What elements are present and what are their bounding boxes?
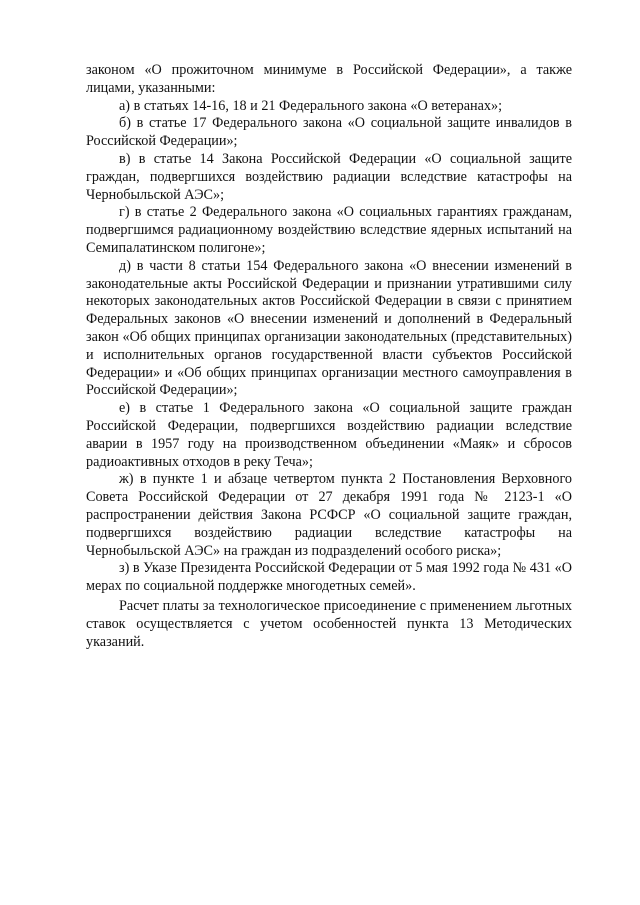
paragraph-item-d: д) в части 8 статьи 154 Федерального закона «О внесении изменений в законодательные акты Российской Федерации и признании утратившими силу некоторых законодательных актов Российской Федерации в связи с принятием Федеральных законов «О внесении изменений и дополнений в Федеральный закон «Об общих принципах организации законодательных (представительных) и исполнительных органов государственной власти субъектов Российской Федерации» и «Об общих принципах организации местного самоуправления в Российской Федерации»; [86, 257, 572, 399]
paragraph-item-a: а) в статьях 14-16, 18 и 21 Федерального закона «О ветеранах»; [119, 97, 503, 114]
paragraph-continuation: законом «О прожиточном минимуме в Российской Федерации», а также лицами, указанными: [86, 62, 572, 96]
paragraph-item-e: е) в статье 1 Федерального закона «О социальной защите граждан Российской Федерации, подвергшихся воздействию радиации вследствие аварии в 1957 году на производственном объединении «Маяк» и сбросов радиоактивных отходов в реку Теча»; [86, 400, 572, 470]
paragraph-item-g: г) в статье 2 Федерального закона «О социальных гарантиях гражданам, подвергшимся радиационному воздействию вследствие ядерных испытаний на Семипалатинском полигоне»; [86, 204, 572, 256]
paragraph-calculation-note: Расчет платы за технологическое присоединение с применением льготных ставок осуществляется с учетом особенностей пункта 13 Методических указаний. [86, 597, 572, 650]
paragraph-item-v: в) в статье 14 Закона Российской Федерации «О социальной защите граждан, подвергшихся воздействию радиации вследствие катастрофы на Чернобыльской АЭС»; [86, 150, 572, 203]
paragraph-item-b: б) в статье 17 Федерального закона «О социальной защите инвалидов в Российской Федерации»; [86, 115, 572, 150]
document-body [86, 62, 572, 651]
paragraph-item-zh: ж) в пункте 1 и абзаце четвертом пункта 2 Постановления Верховного Совета Российской Федерации от 27 декабря 1991 года № 2123-1 «О распространении действия Закона РСФСР «О социальной защите граждан, подвергшихся воздействию радиации вследствие катастрофы на Чернобыльской АЭС» на граждан из подразделений особого риска»; [86, 471, 572, 559]
paragraph-item-z: з) в Указе Президента Российской Федерации от 5 мая 1992 года № 431 «О мерах по социальной поддержке многодетных семей». [86, 560, 572, 595]
